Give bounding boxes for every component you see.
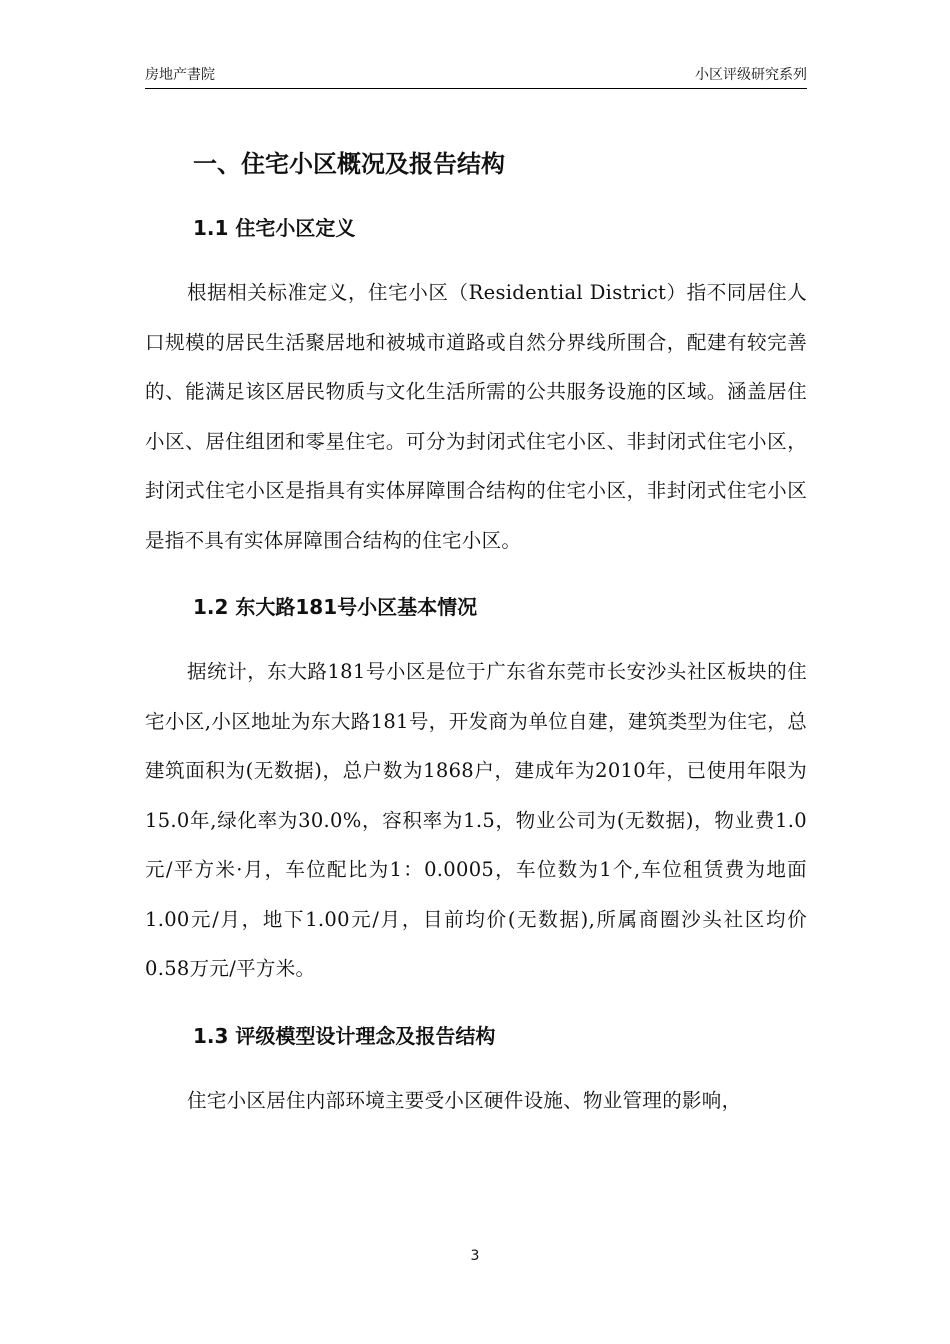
main-content <box>145 140 807 1125</box>
subsection-title-1-2: 1.2 东大路181号小区基本情况 <box>193 595 478 619</box>
subsection-title-1-3: 1.3 评级模型设计理念及报告结构 <box>193 1023 496 1048</box>
page-number: 3 <box>470 1248 480 1264</box>
paragraph-community-overview: 据统计，东大路181号小区是位于广东省东莞市长安沙头社区板块的住宅小区,小区地址为东大路181号，开发商为单位自建，建筑类型为住宅，总建筑面积为(无数据)，总户数为1868户，建成年为2010年，已使用年限为15.0年,绿化率为30.0%，容积率为1.5，物业公司为(无数据)，物业费1.0元/平方米·月，车位配比为1：0.0005，车位数为1个,车位租赁费为地面1.00元/月，地下1.00元/月，目前均价(无数据),所属商圈沙头社区均价0.58万元/平方米。 <box>145 660 807 980</box>
page-header <box>145 64 807 89</box>
section-title: 一、住宅小区概况及报告结构 <box>193 150 505 178</box>
paragraph-residential-definition: 根据相关标准定义，住宅小区（Residential District）指不同居住人口规模的居民生活聚居地和被城市道路或自然分界线所围合，配建有较完善的、能满足该区居民物质与文化生活所需的公共服务设施的区域。涵盖居住小区、居住组团和零星住宅。可分为封闭式住宅小区、非封闭式住宅小区，封闭式住宅小区是指具有实体屏障围合结构的住宅小区，非封闭式住宅小区是指不具有实体屏障围合结构的住宅小区。 <box>145 281 807 552</box>
header-series: 小区评级研究系列 <box>695 67 807 83</box>
subsection-title-1-1: 1.1 住宅小区定义 <box>193 216 356 240</box>
paragraph-rating-model: 住宅小区居住内部环境主要受小区硬件设施、物业管理的影响， <box>187 1088 742 1112</box>
header-publisher: 房地产書院 <box>145 67 215 83</box>
